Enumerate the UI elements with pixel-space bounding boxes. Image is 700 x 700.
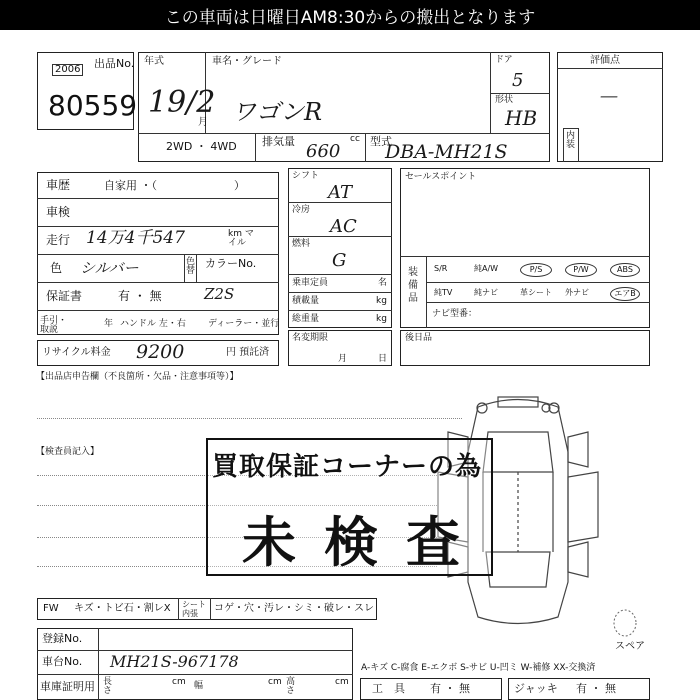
door-label: ドア <box>495 55 513 65</box>
len-unit: cm <box>172 677 186 687</box>
shaken-label: 車検 <box>46 205 71 219</box>
equipment-item: S/R <box>434 264 448 273</box>
width-unit: cm <box>268 677 282 687</box>
disp-label: 排気量 <box>262 135 295 148</box>
chassis-label: 車台No. <box>42 655 83 668</box>
name-label: 車名・グレード <box>212 56 282 67</box>
change-day: 日 <box>378 354 388 364</box>
height-label: 高さ <box>286 677 296 696</box>
navi-label: ナビ型番： <box>432 309 478 319</box>
jack-label: ジャッキ <box>514 682 558 695</box>
seat-desc: コゲ・穴・汚レ・シミ・破レ・スレ <box>214 603 374 614</box>
interior-label: 内装 <box>566 131 576 150</box>
stamp-line2: 未検査 <box>242 511 488 574</box>
warranty-value: 有 ・ 無 <box>118 289 162 303</box>
cc-unit: cc <box>350 134 360 144</box>
reg-label: 登録No. <box>42 632 83 645</box>
shift-value: AT <box>328 182 353 203</box>
sales-box <box>400 168 650 328</box>
color-value: シルバー <box>80 259 139 277</box>
cert-label: 車庫証明用 <box>40 680 95 693</box>
equipment-item: 革シート <box>520 288 552 297</box>
mileage-label: 走行 <box>46 233 71 247</box>
announcement-banner: この車両は日曜日AM8:30からの搬出となります <box>0 0 700 30</box>
equipment-item: 純A/W <box>474 264 499 273</box>
manual-year: 年 <box>104 319 114 329</box>
fw-desc: キズ・トビ石・割レX <box>74 603 171 614</box>
ac-label: 冷房 <box>292 205 311 215</box>
ac-value: AC <box>330 216 357 237</box>
recycle-unit: 円 預託済 <box>226 347 270 358</box>
year-label: 年式 <box>144 56 164 67</box>
equipment-item: ABS <box>610 263 640 277</box>
shape-value: HB <box>505 106 538 130</box>
month-label: 月 <box>198 117 208 128</box>
disp-value: 660 <box>306 141 341 162</box>
tools-label: 工 具 <box>372 682 405 695</box>
change-month: 月 <box>338 354 348 364</box>
inspector-label: 【検査員記入】 <box>36 447 100 457</box>
door-value: 5 <box>512 70 524 91</box>
equipment-item: 外ナビ <box>565 288 589 297</box>
fuel-value: G <box>332 250 347 271</box>
color-label: 色 <box>50 261 63 275</box>
tools-value: 有 ・ 無 <box>430 682 470 695</box>
mileage-unit: km マイル <box>228 229 254 248</box>
mileage-value: 14万4千547 <box>86 228 185 248</box>
load-label: 積載量 <box>292 296 320 306</box>
fw-label: FW <box>43 603 59 614</box>
warranty-label: 保証書 <box>46 289 83 303</box>
len-label: 長さ <box>103 677 113 696</box>
rating-label: 評価点 <box>590 55 620 66</box>
name-value: ワゴンR <box>232 98 323 126</box>
lot-label: 出品No. <box>94 57 135 70</box>
color-change-label: 色替 <box>186 257 196 276</box>
fuel-label: 燃料 <box>292 239 311 249</box>
load-unit: kg <box>376 296 387 306</box>
manual-label: 手引・取説 <box>40 316 68 335</box>
model-value: DBA-MH21S <box>385 141 508 163</box>
equipment-item: P/S <box>520 263 552 277</box>
rating-value: － <box>596 86 619 111</box>
after-label: 後日品 <box>405 333 433 343</box>
equipment-item: エアB <box>610 287 640 301</box>
year-stamp: 2006 <box>52 64 83 76</box>
lot-number: 80559 <box>48 89 138 122</box>
damage-legend: A-キズ C-腐食 E-エクボ S-サビ U-凹ミ W-補修 XX-交換済 <box>361 663 596 673</box>
handle-label: ハンドル 左・右 <box>120 319 186 329</box>
color-no-label: カラーNo. <box>205 257 257 270</box>
equipment-item: P/W <box>565 263 597 277</box>
model-label: 型式 <box>370 135 392 148</box>
recycle-value: 9200 <box>136 341 185 363</box>
spare-label: スペア <box>615 641 645 652</box>
equipment-item: 純TV <box>434 288 453 297</box>
warranty-note: Z2S <box>204 285 235 303</box>
after-box <box>400 330 650 366</box>
stamp-line1: 買取保証コーナーの為 <box>212 452 483 482</box>
seat-label: シート 内張 <box>182 600 206 618</box>
sales-point-label: セールスポイント <box>405 172 477 182</box>
gross-unit: kg <box>376 314 387 324</box>
recycle-label: リサイクル料金 <box>42 347 111 358</box>
capacity-unit: 名 <box>378 278 388 288</box>
chassis-value: MH21S-967178 <box>110 652 239 671</box>
reki-label: 車歴 <box>46 178 71 192</box>
seller-notes-label: 【出品店申告欄（不良箇所・欠品・注意事項等）】 <box>36 372 239 382</box>
equipment-item: 純ナビ <box>474 288 498 297</box>
reki-value: 自家用 ・（ ） <box>104 179 245 192</box>
shape-label: 形状 <box>495 95 514 105</box>
capacity-label: 乗車定員 <box>292 278 329 288</box>
jack-value: 有 ・ 無 <box>576 682 616 695</box>
dealer-label: ディーラー・並行 <box>208 319 280 329</box>
not-inspected-stamp <box>206 438 493 576</box>
drive-label: 2WD ・ 4WD <box>166 140 237 153</box>
spare-tire-icon <box>612 608 638 638</box>
height-unit: cm <box>335 677 349 687</box>
equipment-label: 装備品 <box>408 267 418 304</box>
gross-label: 総重量 <box>292 314 320 324</box>
width-label: 幅 <box>194 681 204 691</box>
change-label: 名変期限 <box>292 333 329 343</box>
year-value: 19/2 <box>148 85 216 120</box>
shift-label: シフト <box>292 171 320 181</box>
